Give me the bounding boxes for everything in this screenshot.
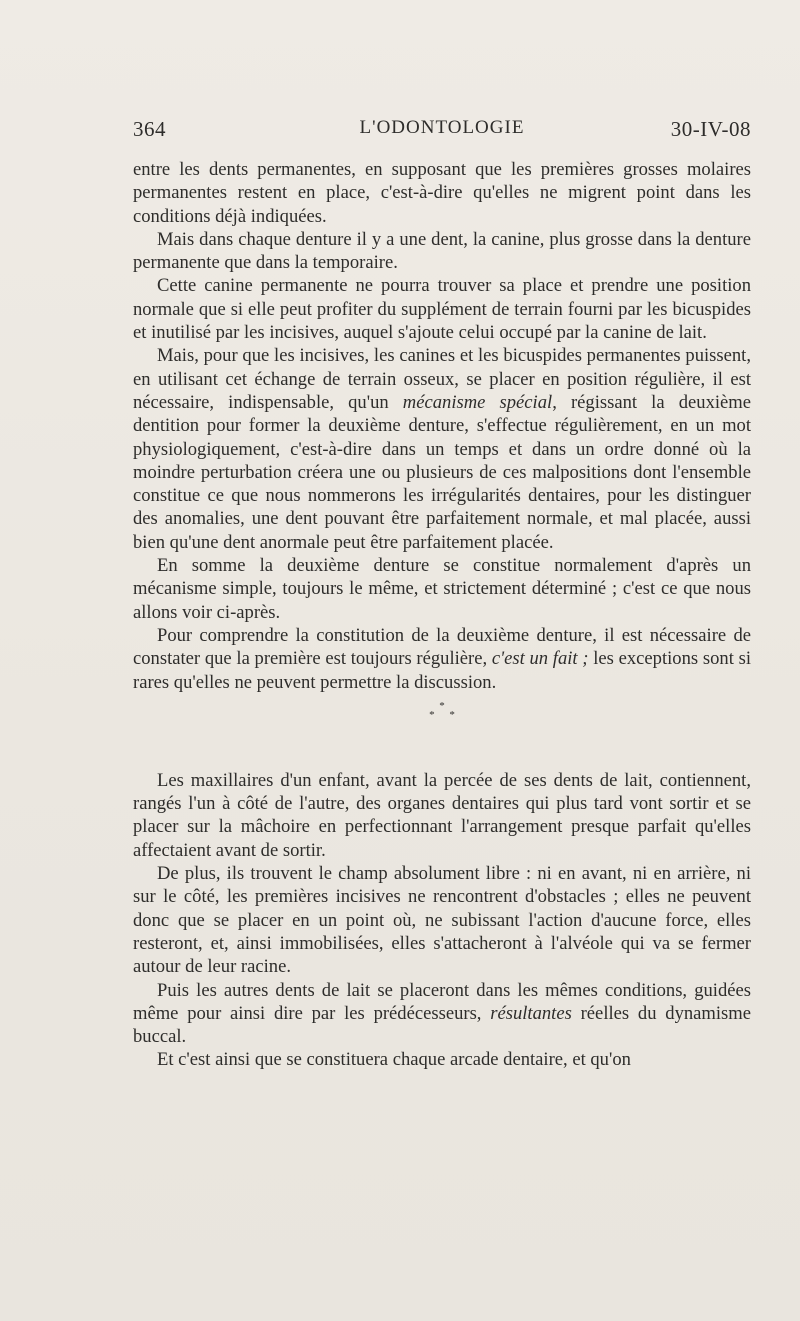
running-header: [133, 117, 751, 147]
paragraph-text: Cette canine permanente ne pourra trouver sa place et prendre une position normale que si elle peut profiter du supplément de terrain fourni par les bicuspides et inutilisé par les incisives, auquel s'ajoute celui occupé par la canine de lait.: [133, 275, 751, 344]
paragraph-text: En somme la deuxième denture se constitue normalement d'après un mécanisme simple, toujours le même, et strictement déterminé ; c'est ce que nous allons voir ci-après.: [133, 555, 751, 623]
separator-star-top: *: [439, 699, 445, 712]
journal-title: L'ODONTOLOGIE: [359, 117, 525, 138]
section-separator: [133, 699, 751, 721]
italic-text: mécanisme spécial: [402, 391, 553, 413]
paragraph-text: Puis les autres dents de lait se placeront dans les mêmes conditions, guidées même pour ainsi dire par les prédécesseurs,: [133, 979, 751, 1024]
paragraph: [133, 274, 751, 344]
paragraph-text: entre les dents permanentes, en supposant que les premières grosses molaires permanentes restent en place, c'est-à-dire qu'elles ne migrent point dans les conditions déjà indiquées.: [133, 159, 751, 227]
paragraph: [133, 554, 751, 624]
italic-text: c'est un fait ;: [491, 648, 589, 670]
paragraph-text: Mais dans chaque denture il y a une dent, la canine, plus grosse dans la denture permanente que dans la temporaire.: [133, 228, 751, 274]
paragraph-text: Les maxillaires d'un enfant, avant la percée de ses dents de lait, contiennent, rangés l'un à côté de l'autre, des organes dentaires qui plus tard vont sortir et se placer sur la mâchoire en perfectionnant l'arrangement presque parfait qu'elles affectaient avant de sortir.: [133, 769, 751, 861]
italic-text: résultantes: [490, 1002, 572, 1024]
paragraph: [133, 228, 751, 275]
paragraph: [133, 158, 751, 228]
section-after-break: [133, 769, 751, 1072]
paragraph: [133, 624, 751, 694]
paragraph-text: Mais, pour que les incisives, les canines et les bicuspides permanentes puissent, en utilisant cet échange de terrain osseux, se placer en position régulière, il est nécessaire, indispensable, qu'un: [133, 345, 751, 413]
separator-stars-bottom: * *: [429, 708, 461, 721]
paragraph-text: réelles du dynamisme buccal.: [133, 1002, 751, 1048]
section-before-break: [133, 158, 751, 694]
paragraph-text: , régissant la deuxième dentition pour former la deuxième denture, s'effectue régulièrement, en un mot physiologiquement, c'est-à-dire dans un temps et dans un ordre donné où la moindre perturbation créera une ou plusieurs de ces malpositions dont l'ensemble constitue ce que nous nommerons les irrégularités dentaires, pour les distinguer des anomalies, une dent pouvant être parfaitement normale, et mal placée, aussi bien qu'une dent anormale peut être parfaitement placée.: [133, 391, 751, 553]
paragraph-text: Et c'est ainsi que se constituera chaque arcade dentaire, et qu'on: [157, 1049, 631, 1071]
paragraph-text: Pour comprendre la constitution de la deuxième denture, il est nécessaire de constater que la première est toujours régulière,: [133, 624, 751, 670]
paragraph: [133, 979, 751, 1049]
paragraph: [133, 769, 751, 862]
paragraph: [133, 862, 751, 978]
issue-date: 30-IV-08: [670, 117, 751, 141]
page-number: 364: [133, 117, 166, 141]
article-body: [133, 158, 751, 1072]
paragraph-text: les exceptions sont si rares qu'elles ne peuvent permettre la discussion.: [133, 648, 751, 693]
paragraph-text: De plus, ils trouvent le champ absolument libre : ni en avant, ni en arrière, ni sur le côté, les premières incisives ne rencontrent d'obstacles ; elles ne peuvent donc que se placer en un point où, ne subissant l'action d'aucune force, elles resteront, et, ainsi immobilisées, elles s'attacheront à l'alvéole qui va se fermer autour de leur racine.: [133, 863, 751, 978]
paragraph: [133, 344, 751, 554]
paragraph: [133, 1048, 751, 1071]
